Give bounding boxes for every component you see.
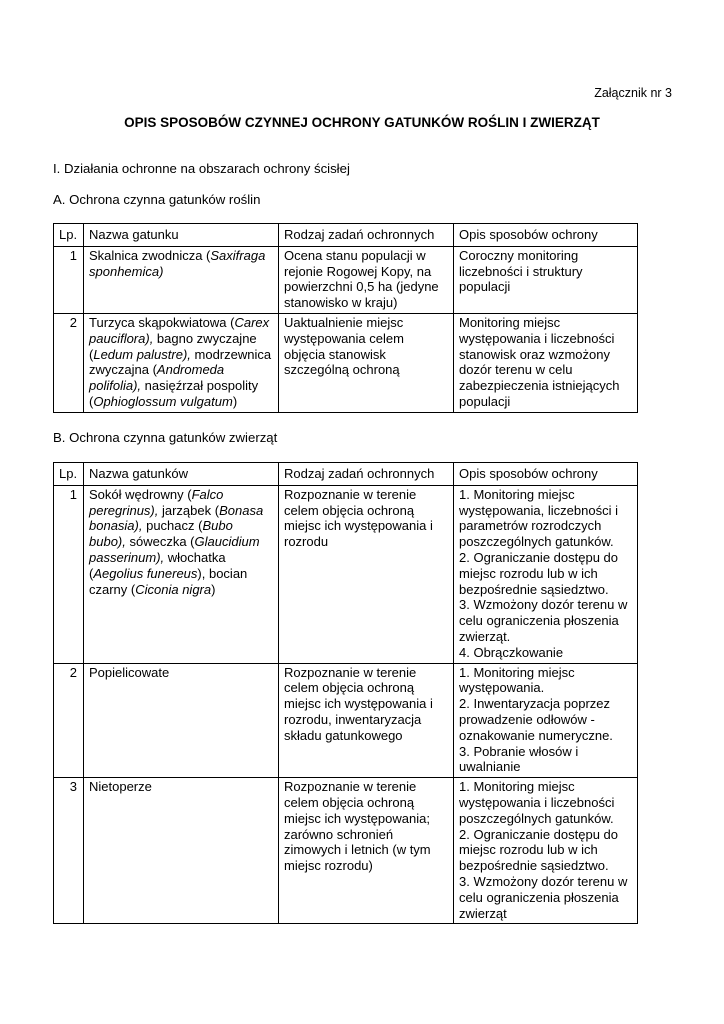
species-name-line — [89, 503, 273, 519]
latin-name-text: passerinum), — [89, 549, 165, 565]
common-name-text: nasięźrzał pospolity — [141, 378, 259, 394]
method-line: stanowisk oraz wzmożony — [459, 346, 610, 362]
row-number: 3 — [54, 778, 84, 924]
common-name-text: modrzewnica — [190, 346, 272, 362]
header-lp: Lp. — [54, 463, 84, 486]
latin-name-text: Ledum palustre), — [93, 346, 191, 362]
method-line: bezpośrednie sąsiedztwo. — [459, 858, 609, 874]
species-name-line — [89, 550, 273, 566]
species-name-line — [89, 566, 273, 582]
method-line: populacji — [459, 279, 511, 295]
method-line: miejsc rozrodu lub w ich — [459, 565, 598, 581]
task-line: celem objęcia ochroną — [284, 502, 415, 518]
method-line: 2. Ograniczanie dostępu do — [459, 826, 618, 842]
species-name-line — [89, 378, 273, 394]
task-line: Rozpoznanie w terenie — [284, 664, 417, 680]
animals-table — [53, 462, 638, 924]
method-line: poszczególnych gatunków. — [459, 810, 614, 826]
latin-name-text: bubo), — [89, 534, 126, 550]
task-line: rozrodu, inwentaryzacja — [284, 711, 422, 727]
method-line: występowania i liczebności — [459, 794, 615, 810]
section-heading-animals: B. Ochrona czynna gatunków zwierząt — [53, 430, 278, 445]
section-heading-strict-protection: I. Działania ochronne na obszarach ochrony ścisłej — [53, 161, 350, 176]
plants-table — [53, 223, 638, 413]
header-protection-methods: Opis sposobów ochrony — [454, 463, 638, 486]
common-name-text: czarny ( — [89, 581, 136, 597]
task-line: Uaktualnienie miejsc — [284, 314, 404, 330]
method-line: populacji — [459, 393, 511, 409]
task-line: celem objęcia ochroną — [284, 794, 415, 810]
method-line: 4. Obrączkowanie — [459, 644, 564, 660]
protection-methods-cell — [454, 313, 638, 412]
task-line: zimowych i letnich (w tym — [284, 842, 431, 858]
table-row — [54, 246, 638, 313]
protection-tasks-cell — [279, 663, 454, 778]
species-name-line — [89, 518, 273, 534]
latin-name-text: Falco — [191, 486, 224, 502]
common-name-text: ) — [211, 581, 216, 597]
latin-name-text: Carex — [234, 314, 270, 330]
protection-tasks-cell — [279, 246, 454, 313]
task-line: Ocena stanu populacji w — [284, 247, 426, 263]
page-title: OPIS SPOSOBÓW CZYNNEJ OCHRONY GATUNKÓW ROŚLIN I ZWIERZĄT — [124, 115, 600, 130]
latin-name-text: Saxifraga — [210, 247, 266, 263]
task-line: miejsc ich występowania; — [284, 810, 430, 826]
common-name-text: Sokół wędrowny ( — [89, 486, 192, 502]
task-line: miejsc ich występowania i — [284, 518, 433, 534]
table-header-row — [54, 224, 638, 247]
method-line: oznakowanie numeryczne. — [459, 727, 613, 743]
task-line: rozrodu — [284, 534, 329, 550]
section-heading-plants: A. Ochrona czynna gatunków roślin — [53, 192, 261, 207]
common-name-text: ( — [89, 346, 94, 362]
method-line: 1. Monitoring miejsc — [459, 779, 575, 795]
species-name-line — [89, 487, 273, 503]
common-name-text: ), bocian — [197, 565, 248, 581]
protection-methods-cell — [454, 663, 638, 778]
method-line: 3. Wzmożony dozór terenu w — [459, 597, 628, 613]
latin-name-text: Bubo — [202, 518, 233, 534]
latin-name-text: sponhemica) — [89, 263, 164, 279]
task-line: powierzchni 0,5 ha (jedyne — [284, 279, 439, 295]
species-name-line — [89, 347, 273, 363]
protection-methods-cell — [454, 246, 638, 313]
row-number: 2 — [54, 663, 84, 778]
species-name-line — [89, 665, 273, 681]
common-name-text: Nietoperze — [89, 779, 152, 795]
method-line: 1. Monitoring miejsc — [459, 486, 575, 502]
method-line: 1. Monitoring miejsc — [459, 664, 575, 680]
header-lp: Lp. — [54, 224, 84, 247]
method-line: 2. Ograniczanie dostępu do — [459, 549, 618, 565]
species-name-line — [89, 331, 273, 347]
method-line: 3. Wzmożony dozór terenu w — [459, 873, 628, 889]
task-line: stanowisko w kraju) — [284, 295, 398, 311]
common-name-text: puchacz ( — [142, 518, 203, 534]
latin-name-text: Andromeda — [156, 362, 225, 378]
method-line: występowania i liczebności — [459, 330, 615, 346]
method-line: 3. Pobranie włosów i — [459, 743, 579, 759]
species-name-line — [89, 534, 273, 550]
common-name-text: włochatka — [164, 549, 226, 565]
header-species-name: Nazwa gatunków — [84, 463, 279, 486]
latin-name-text: peregrinus), — [89, 502, 159, 518]
method-line: zabezpieczenia istniejących — [459, 378, 620, 394]
row-number: 1 — [54, 485, 84, 663]
species-name-cell — [84, 778, 279, 924]
task-line: rejonie Rogowej Kopy, na — [284, 263, 432, 279]
task-line: celem objęcia ochroną — [284, 680, 415, 696]
latin-name-text: bonasia), — [89, 518, 143, 534]
task-line: szczególną ochroną — [284, 362, 400, 378]
method-line: celu ograniczenia płoszenia — [459, 889, 619, 905]
common-name-text: Skalnica zwodnicza ( — [89, 247, 211, 263]
common-name-text: ( — [89, 565, 94, 581]
species-name-cell — [84, 485, 279, 663]
species-name-line — [89, 779, 273, 795]
species-name-cell — [84, 313, 279, 412]
latin-name-text: polifolia), — [89, 378, 142, 394]
task-line: miejsc ich występowania i — [284, 696, 433, 712]
row-number: 2 — [54, 313, 84, 412]
latin-name-text: pauciflora), — [89, 330, 154, 346]
method-line: 2. Inwentaryzacja poprzez — [459, 696, 611, 712]
species-name-cell — [84, 663, 279, 778]
task-line: Rozpoznanie w terenie — [284, 486, 417, 502]
common-name-text: Turzyca skąpokwiatowa ( — [89, 314, 235, 330]
species-name-line — [89, 264, 273, 280]
task-line: Rozpoznanie w terenie — [284, 779, 417, 795]
protection-methods-cell — [454, 485, 638, 663]
task-line: występowania celem — [284, 330, 404, 346]
method-line: dozór terenu w celu — [459, 362, 573, 378]
table-row — [54, 663, 638, 778]
latin-name-text: Ciconia nigra — [135, 581, 212, 597]
common-name-text: ) — [232, 393, 238, 409]
common-name-text: zwyczajna ( — [89, 362, 157, 378]
method-line: Monitoring miejsc — [459, 314, 561, 330]
task-line: objęcia stanowisk — [284, 346, 386, 362]
table-header-row — [54, 463, 638, 486]
latin-name-text: Ophioglossum vulgatum — [93, 393, 233, 409]
species-name-line — [89, 248, 273, 264]
task-line: zarówno schronień — [284, 826, 394, 842]
common-name-text: bagno zwyczajne — [153, 330, 257, 346]
species-name-line — [89, 394, 273, 410]
method-line: zwierząt. — [459, 628, 511, 644]
species-name-cell — [84, 246, 279, 313]
latin-name-text: Aegolius funereus — [93, 565, 198, 581]
method-line: Coroczny monitoring — [459, 247, 579, 263]
method-line: liczebności i struktury — [459, 263, 583, 279]
method-line: prowadzenie odłowów - — [459, 711, 595, 727]
species-name-line — [89, 315, 273, 331]
header-species-name: Nazwa gatunku — [84, 224, 279, 247]
method-line: uwalnianie — [459, 759, 521, 775]
header-protection-methods: Opis sposobów ochrony — [454, 224, 638, 247]
method-line: bezpośrednie sąsiedztwo. — [459, 581, 609, 597]
species-name-line — [89, 582, 273, 598]
method-line: parametrów rozrodczych — [459, 518, 602, 534]
common-name-text: ( — [89, 393, 94, 409]
task-line: miejsc rozrodu) — [284, 858, 373, 874]
latin-name-text: Glaucidium — [194, 534, 260, 550]
row-number: 1 — [54, 246, 84, 313]
method-line: występowania, liczebności i — [459, 502, 618, 518]
protection-tasks-cell — [279, 485, 454, 663]
species-name-line — [89, 362, 273, 378]
common-name-text: sóweczka ( — [125, 534, 195, 550]
common-name-text: jarząbek ( — [158, 502, 220, 518]
method-line: celu ograniczenia płoszenia — [459, 613, 619, 629]
protection-tasks-cell — [279, 313, 454, 412]
header-protection-tasks: Rodzaj zadań ochronnych — [279, 224, 454, 247]
task-line: składu gatunkowego — [284, 727, 403, 743]
method-line: występowania. — [459, 680, 545, 696]
table-row — [54, 313, 638, 412]
header-protection-tasks: Rodzaj zadań ochronnych — [279, 463, 454, 486]
protection-tasks-cell — [279, 778, 454, 924]
protection-methods-cell — [454, 778, 638, 924]
latin-name-text: Bonasa — [219, 502, 264, 518]
method-line: miejsc rozrodu lub w ich — [459, 842, 598, 858]
method-line: zwierząt — [459, 905, 507, 921]
table-row — [54, 485, 638, 663]
common-name-text: Popielicowate — [89, 664, 170, 680]
table-row — [54, 778, 638, 924]
method-line: poszczególnych gatunków. — [459, 534, 614, 550]
annex-label: Załącznik nr 3 — [594, 86, 672, 100]
